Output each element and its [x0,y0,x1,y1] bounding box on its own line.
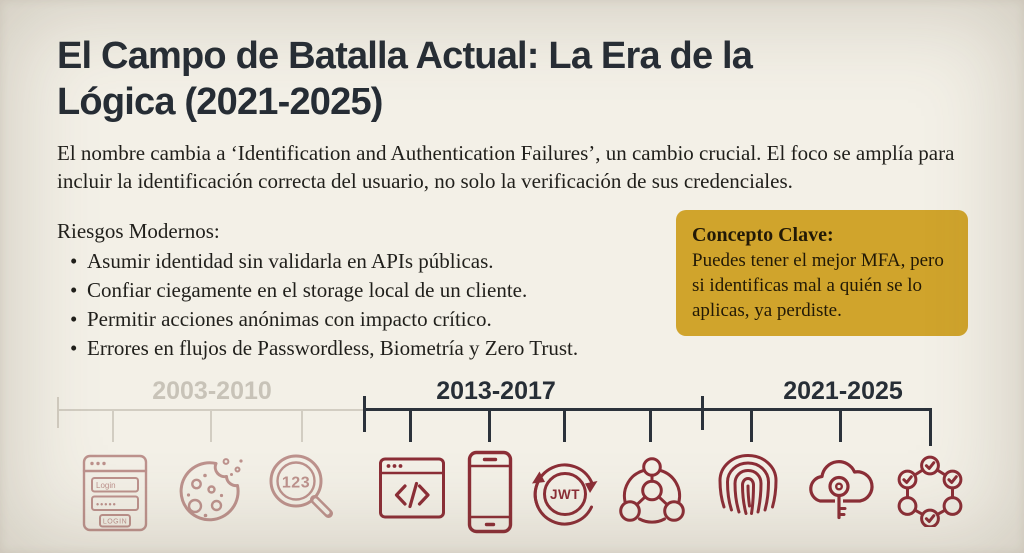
numeric-code-magnifier-icon [266,452,338,524]
timeline-era-divider [701,396,704,430]
callout-text: Puedes tener el mejor MFA, pero si identificas mal a quién se lo aplicas, ya perdiste. [692,250,944,321]
page-title [57,33,752,125]
search-digits-text: 123 [281,474,311,492]
modern-risks-section [57,218,662,363]
page-title-line2: Lógica (2021-2025) [57,81,383,123]
login-field-text: Login [96,481,116,490]
jwt-label-text: JWT [550,487,580,502]
risk-item: • Permitir acciones anónimas con impacto crítico. [87,305,662,334]
cloud-key-icon [804,450,876,530]
timeline-tick [563,410,566,442]
smartphone-icon [467,450,513,534]
cookie-icon [175,455,245,527]
password-mask-text: ••••• [96,499,117,510]
timeline-tick [409,410,412,442]
timeline-tick [839,410,842,442]
code-window-icon [378,452,446,524]
era-label-2021-2025: 2021-2025 [783,377,903,405]
login-form-icon [82,452,148,534]
check-mark [926,516,933,522]
timeline-start-cap [57,397,59,428]
key-concept-callout [676,210,968,336]
timeline-tick [301,410,303,442]
federation-nodes-icon [617,455,687,525]
fingerprint-icon [716,452,780,520]
era-label-2003-2010: 2003-2010 [152,377,272,405]
timeline-tick [210,410,212,442]
risks-heading: Riesgos Modernos: [57,219,220,243]
risk-item: • Asumir identidad sin validarla en APIs públicas. [87,247,662,276]
verified-network-icon [894,455,966,527]
risks-list [57,247,662,363]
check-mark [949,477,956,483]
timeline-tick [750,410,753,442]
code-glyph [397,484,429,507]
timeline-tick [649,410,652,442]
check-mark [926,463,933,469]
timeline-era-divider [363,396,366,432]
callout-title: Concepto Clave: [692,224,834,246]
era-label-2013-2017: 2013-2017 [436,377,556,405]
timeline-line-present [364,408,932,411]
timeline-end-cap [929,409,932,446]
risk-item: • Errores en flujos de Passwordless, Biometría y Zero Trust. [87,334,662,363]
intro-paragraph: El nombre cambia a ‘Identification and Authentication Failures’, un cambio crucial. El foco se amplía para incluir la identificación correcta del usuario, no solo la verificación de sus credenciales. [57,141,955,193]
risk-item: • Confiar ciegamente en el storage local de un cliente. [87,276,662,305]
login-button-text: LOGIN [102,518,128,526]
timeline-tick [112,410,114,442]
page-title-line1: El Campo de Batalla Actual: La Era de la [57,35,753,77]
timeline-tick [488,410,491,442]
key-glyph [830,478,848,518]
check-mark [904,477,911,483]
jwt-cycle-icon [528,452,602,532]
